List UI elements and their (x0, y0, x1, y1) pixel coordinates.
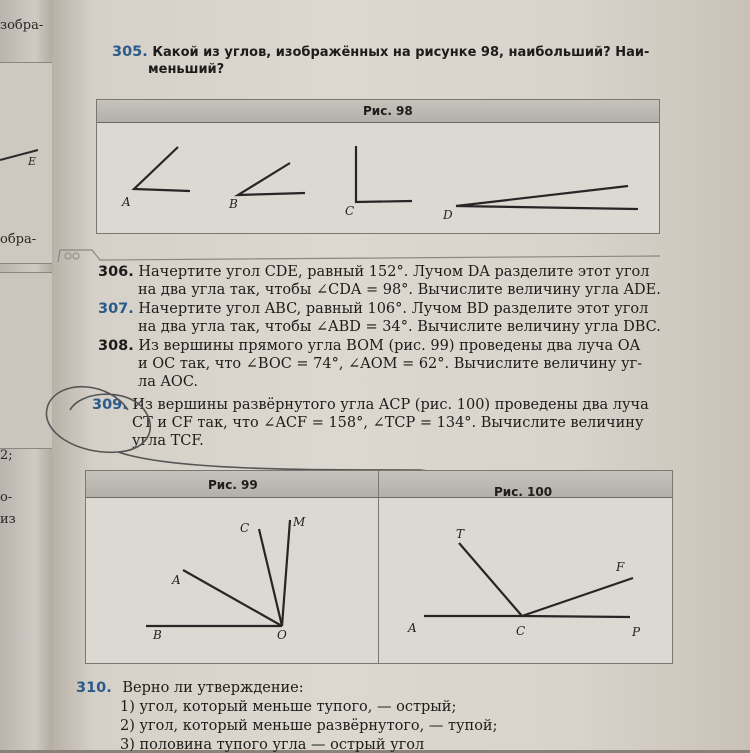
figure-100-title: Рис. 100 (494, 485, 553, 499)
problem-309-line3: угла TCF. (132, 433, 204, 449)
problem-310 (76, 680, 304, 696)
problem-text: Какой из углов, изображённых на рисунке 98, наибольший? Наи- (152, 45, 650, 60)
problem-number: 307. (98, 301, 134, 317)
figure-98-title: Рис. 98 (363, 104, 413, 118)
label-A: A (172, 573, 181, 587)
ray-CP (522, 616, 630, 617)
label-F: F (616, 560, 625, 574)
problem-text: Верно ли утверждение: (122, 680, 304, 696)
problem-308-line3: ла AOC. (138, 374, 199, 390)
label-O: O (277, 628, 287, 642)
label-A: A (408, 621, 417, 635)
prev-page-text: зобра- (0, 18, 44, 33)
prev-page-text: из (0, 512, 16, 527)
problem-number: 306. (98, 264, 134, 280)
prev-page-text: обра- (0, 232, 37, 247)
label-M: M (293, 515, 306, 529)
problem-306-line2: на два угла так, чтобы ∠CDA = 98°. Вычислите величину угла ADE. (138, 282, 661, 298)
label-C: C (345, 204, 355, 218)
label-A: A (122, 195, 131, 209)
problem-307-line2: на два угла так, чтобы ∠ABD = 34°. Вычислите величину угла DBC. (138, 319, 661, 335)
ray-OM (282, 520, 290, 626)
ray-OA (183, 570, 282, 626)
problem-number: 310. (76, 680, 112, 696)
label-C: C (240, 521, 250, 535)
label-D: D (443, 208, 453, 222)
label-B: B (153, 628, 162, 642)
prev-page-text: 2; (0, 448, 13, 463)
ray-CT (459, 543, 522, 616)
label-T: T (456, 527, 465, 541)
label-P: P (632, 625, 641, 639)
problem-text: Из вершины развёрнутого угла ACP (рис. 100) проведены два луча (132, 397, 649, 413)
problem-308-line2: и OC так, что ∠BOC = 74°, ∠AOM = 62°. Вычислите величину уг- (138, 356, 643, 372)
prev-page-label: E (28, 155, 37, 168)
ray-CF (522, 578, 633, 616)
figure-99-title: Рис. 99 (208, 478, 258, 492)
ray-OC (259, 529, 282, 626)
problem-310-item-3: 3) половина тупого угла — острый угол (120, 737, 425, 753)
problem-310-item-1: 1) угол, который меньше тупого, — острый; (120, 699, 457, 715)
prev-page-text: о- (0, 490, 13, 505)
problem-text: Начертите угол ABC, равный 106°. Лучом BD разделите этот угол (138, 301, 649, 317)
problem-number: 308. (98, 338, 134, 354)
problem-number: 309. (92, 397, 128, 413)
problem-text: Начертите угол CDE, равный 152°. Лучом DA разделите этот угол (138, 264, 650, 280)
label-C: C (516, 624, 526, 638)
label-B: B (229, 197, 238, 211)
problem-305-line2: меньший? (148, 62, 225, 77)
problem-number: 305. (112, 44, 148, 60)
problem-310-item-2: 2) угол, который меньше развёрнутого, — тупой; (120, 718, 498, 734)
problem-text: Из вершины прямого угла BOM (рис. 99) проведены два луча OA (138, 338, 641, 354)
problem-309-line2: CT и CF так, что ∠ACF = 158°, ∠TCP = 134°. Вычислите величину (132, 415, 644, 431)
